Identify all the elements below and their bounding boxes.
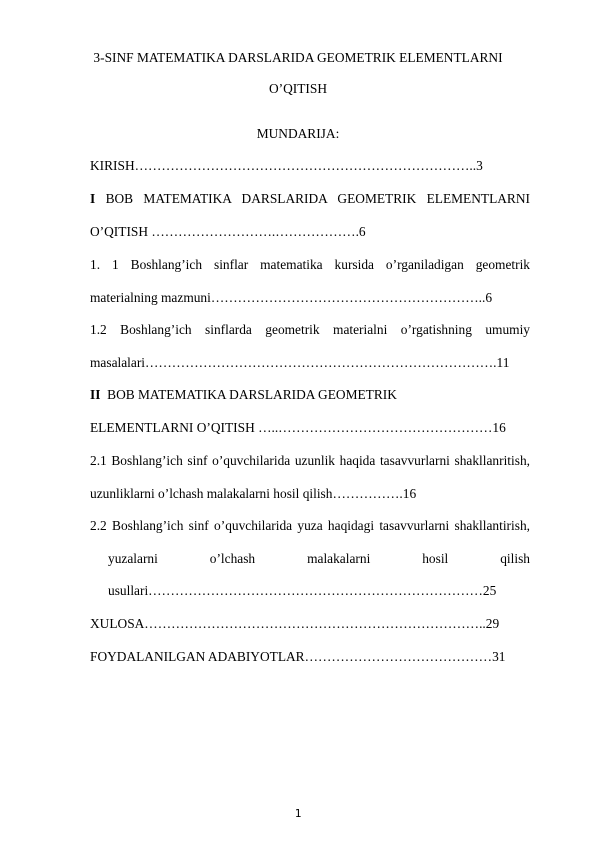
toc-chapter-1-title: BOB MATEMATIKA DARSLARIDA GEOMETRIK ELEMENTLARNI — [105, 191, 530, 206]
toc-chapter-1-line-2: O’QITISH ……………………….……………….6 — [90, 224, 366, 239]
toc-section-1-2-line-2: masalalari…………………………………………………………………….11 — [90, 355, 510, 370]
contents-heading: MUNDARIJA: — [256, 126, 340, 141]
toc-section-1-1-line-1: 1. 1 Boshlang’ich sinflar matematika kursida o’rganiladigan geometrik — [90, 257, 530, 272]
toc-section-2-1-line-2: uzunliklarni o’lchash malakalarni hosil qilish…………….16 — [90, 486, 417, 501]
toc-intro: KIRISH…………………………………………………………………..3 — [90, 158, 483, 173]
toc-section-2-2-line-1: 2.2 Boshlang’ich sinf o’quvchilarida yuza haqidagi tasavvurlarni shakllantirish, — [90, 518, 530, 533]
toc-section-1-1-line-2: materialning mazmuni……………………………………………………..6 — [90, 290, 493, 305]
toc-section-1-2-line-1: 1.2 Boshlang’ich sinflarda geometrik materialni o’rgatishning umumiy — [90, 322, 530, 337]
toc-chapter-2-line-1 — [90, 386, 530, 404]
toc-chapter-2-title: BOB MATEMATIKA DARSLARIDA GEOMETRIK — [107, 387, 397, 402]
page-number: 1 — [294, 807, 302, 820]
toc-chapter-1-line-1 — [90, 190, 530, 208]
toc-section-2-2-line-3: usullari…………………………………………………………………25 — [108, 583, 497, 598]
toc-chapter-2-line-2: ELEMENTLARNI O’QITISH …..…………………………………………16 — [90, 420, 506, 435]
toc-section-2-2-line-2: yuzalarni o’lchash malakalarni hosil qilish — [108, 551, 530, 566]
toc-section-2-1-line-1: 2.1 Boshlang’ich sinf o’quvchilarida uzunlik haqida tasavvurlarni shakllanritish, — [90, 453, 530, 468]
toc-references: FOYDALANILGAN ADABIYOTLAR……………………………………31 — [90, 649, 506, 664]
title-line-2: O’QITISH — [268, 81, 327, 96]
toc-chapter-1-number: I — [90, 191, 96, 206]
title-line-1: 3-SINF MATEMATIKA DARSLARIDA GEOMETRIK ELEMENTLARNI — [93, 50, 503, 65]
toc-conclusion: XULOSA…………………………………………………………………..29 — [90, 616, 500, 631]
toc-chapter-2-number: II — [90, 387, 101, 402]
